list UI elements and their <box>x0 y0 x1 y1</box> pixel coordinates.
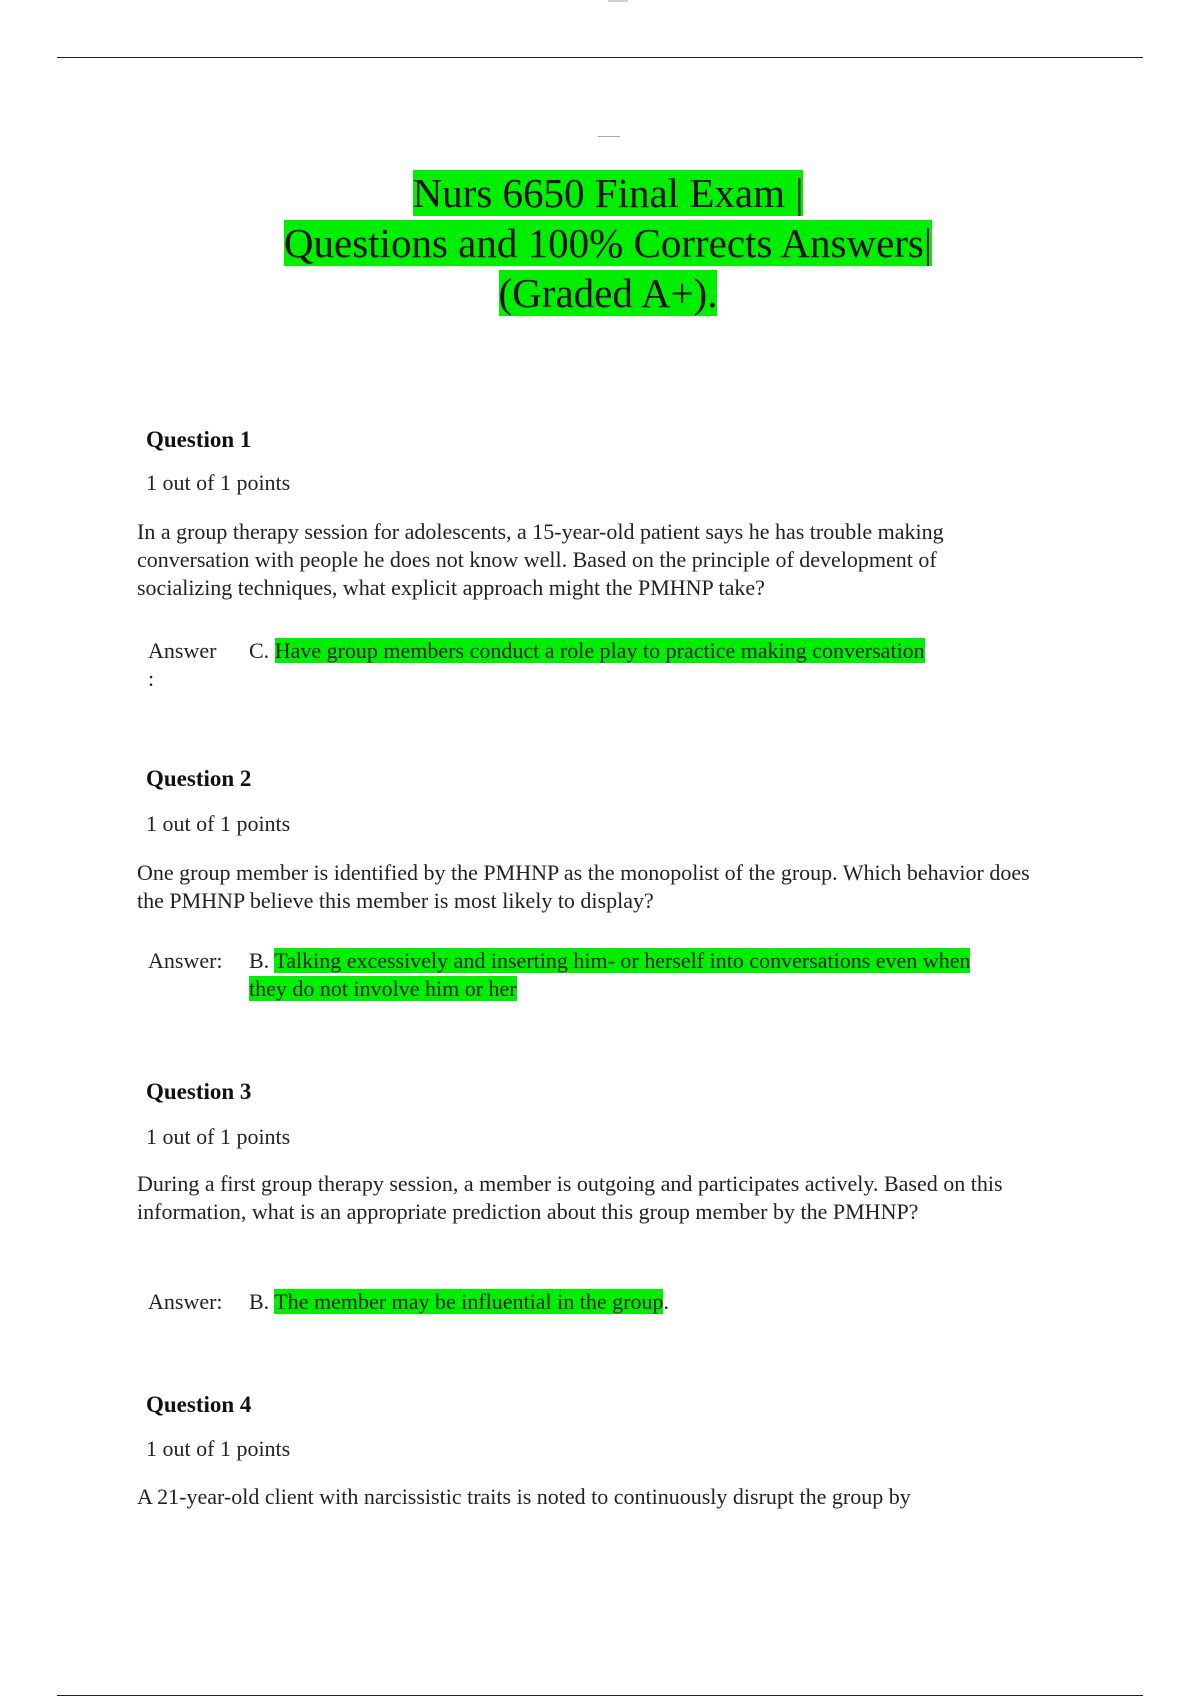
answer-letter: B. <box>249 1289 270 1314</box>
question-1-points: 1 out of 1 points <box>146 470 291 495</box>
document-title <box>0 168 1200 318</box>
question-4-heading: Question 4 <box>146 1392 252 1417</box>
answer-label: Answer : <box>148 638 217 691</box>
question-1-heading: Question 1 <box>146 427 252 452</box>
answer-label: Answer: <box>148 1289 223 1314</box>
title-line-1: Nurs 6650 Final Exam | <box>412 170 804 216</box>
header-dash <box>598 136 620 137</box>
answer-after: . <box>663 1289 669 1314</box>
question-2-text: One group member is identified by the PMHNP as the monopolist of the group. Which behavior does the PMHNP believe this member is most likely to display? <box>137 860 1030 913</box>
footer-rule <box>57 1695 1143 1696</box>
answer-label: Answer: <box>148 948 223 973</box>
answer-text: The member may be influential in the group <box>274 1289 664 1314</box>
question-2-points: 1 out of 1 points <box>146 811 291 836</box>
question-4-text: A 21-year-old client with narcissistic traits is noted to continuously disrupt the group by <box>137 1484 911 1509</box>
page-top-mark <box>608 0 628 2</box>
answer-text: Talking excessively and inserting him- or herself into conversations even when they do not involve him or her <box>249 948 971 1001</box>
question-1-text: In a group therapy session for adolescents, a 15-year-old patient says he has trouble making conversation with people he does not know well. Based on the principle of development of socializing techniques, what explicit approach might the PMHNP take? <box>137 519 944 600</box>
question-4-points: 1 out of 1 points <box>146 1436 291 1461</box>
answer-letter: B. <box>249 948 270 973</box>
title-line-2: Questions and 100% Corrects Answers| <box>283 220 933 266</box>
question-3-heading: Question 3 <box>146 1079 252 1104</box>
title-line-3: (Graded A+). <box>498 270 718 316</box>
question-3-text: During a first group therapy session, a member is outgoing and participates actively. Based on this information, what is an appropriate prediction about this group member by the PMHNP? <box>137 1171 1003 1224</box>
header-rule <box>57 57 1143 58</box>
answer-letter: C. <box>249 638 270 663</box>
question-2-heading: Question 2 <box>146 766 252 791</box>
question-3-points: 1 out of 1 points <box>146 1124 291 1149</box>
answer-text: Have group members conduct a role play to practice making conversation <box>274 638 925 663</box>
